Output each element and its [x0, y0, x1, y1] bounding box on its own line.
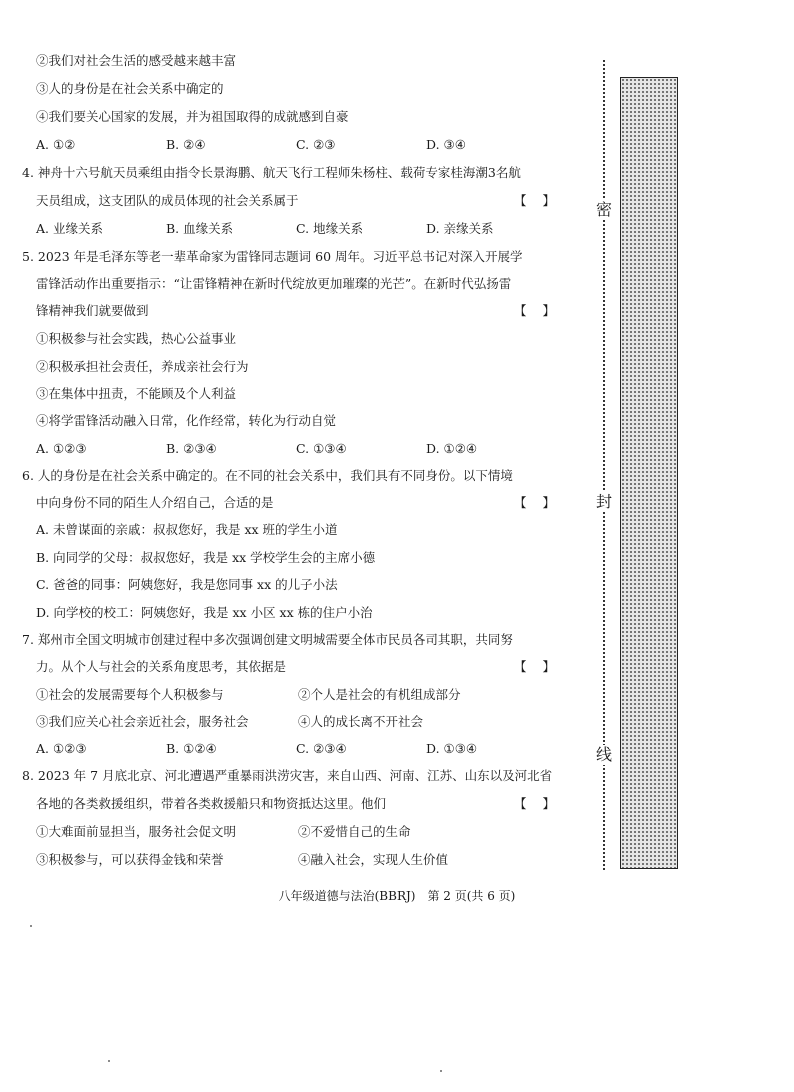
q4-option-d: D. 亲缘关系	[426, 221, 494, 236]
q4-stem-line-1: 4. 神舟十六号航天员乘组由指令长景海鹏、航天飞行工程师朱杨柱、载荷专家桂海潮3名航	[22, 165, 521, 180]
q3-item-3: ③人的身份是在社会关系中确定的	[36, 81, 224, 96]
scan-speck	[440, 1070, 442, 1072]
q7-answer-bracket: 【 】	[514, 659, 561, 674]
q6-stem-line-1: 6. 人的身份是在社会关系中确定的。在不同的社会关系中，我们具有不同身份。以下情境	[22, 468, 513, 483]
q5-stem-line-1: 5. 2023 年是毛泽东等老一辈革命家为雷锋同志题词 60 周年。习近平总书记对深入开展学	[22, 249, 523, 264]
q5-option-c: C. ①③④	[296, 441, 347, 456]
q8-item-4: ④融入社会，实现人生价值	[298, 852, 449, 867]
q3-item-2: ②我们对社会生活的感受越来越丰富	[36, 53, 237, 68]
q5-stem-line-2: 雷锋活动作出重要指示：“让雷锋精神在新时代绽放更加璀璨的光芒”。在新时代弘扬雷	[36, 276, 512, 291]
q4-answer-bracket: 【 】	[514, 193, 561, 208]
q6-stem-line-2: 中向身份不同的陌生人介绍自己，合适的是	[36, 495, 274, 510]
q5-item-2: ②积极承担社会责任，养成亲社会行为	[36, 359, 249, 374]
q5-answer-bracket: 【 】	[514, 303, 561, 318]
q6-option-c: C. 爸爸的同事：阿姨您好，我是您同事 xx 的儿子小法	[36, 577, 338, 592]
q7-option-c: C. ②③④	[296, 741, 347, 756]
q4-option-b: B. 血缘关系	[166, 221, 234, 236]
q5-option-b: B. ②③④	[166, 441, 217, 456]
q5-item-3: ③在集体中扭责，不能顾及个人利益	[36, 386, 237, 401]
binding-char-mi: 密	[592, 200, 616, 220]
q4-stem-line-2: 天员组成，这支团队的成员体现的社会关系属于	[36, 193, 299, 208]
q3-option-a: A. ①②	[36, 137, 76, 152]
q5-item-4: ④将学雷锋活动融入日常，化作经常，转化为行动自觉	[36, 413, 337, 428]
q4-option-c: C. 地缘关系	[296, 221, 364, 236]
q5-option-a: A. ①②③	[36, 441, 87, 456]
q8-item-3: ③积极参与，可以获得金钱和荣誉	[36, 852, 224, 867]
page-footer: 八年级道德与法治(BBRJ) 第 2 页(共 6 页)	[278, 889, 516, 903]
q8-item-2: ②不爱惜自己的生命	[298, 824, 411, 839]
q3-option-c: C. ②③	[296, 137, 336, 152]
q7-item-1: ①社会的发展需要每个人积极参与	[36, 687, 224, 702]
scan-speck	[108, 1060, 110, 1062]
q3-item-4: ④我们要关心国家的发展，并为祖国取得的成就感到自豪	[36, 109, 349, 124]
q6-option-d: D. 向学校的校工：阿姨您好，我是 xx 小区 xx 栋的住户小治	[36, 605, 373, 620]
q5-option-d: D. ①②④	[426, 441, 478, 456]
q7-stem-line-1: 7. 郑州市全国文明城市创建过程中多次强调创建文明城需要全体市民员各司其职，共同努	[22, 632, 513, 647]
shaded-margin-strip	[620, 77, 678, 869]
q7-stem-line-2: 力。从个人与社会的关系角度思考，其依据是	[36, 659, 287, 674]
q4-option-a: A. 业缘关系	[36, 221, 103, 236]
q6-option-b: B. 向同学的父母：叔叔您好，我是 xx 学校学生会的主席小德	[36, 550, 376, 565]
q8-item-1: ①大难面前显担当，服务社会促文明	[36, 824, 237, 839]
q6-option-a: A. 未曾谋面的亲戚：叔叔您好，我是 xx 班的学生小道	[36, 522, 338, 537]
q7-option-d: D. ①③④	[426, 741, 478, 756]
q7-item-3: ③我们应关心社会亲近社会，服务社会	[36, 714, 249, 729]
q8-stem-line-2: 各地的各类救援组织，带着各类救援船只和物资抵达这里。他们	[36, 796, 387, 811]
binding-char-xian: 线	[592, 745, 616, 765]
q7-option-b: B. ①②④	[166, 741, 217, 756]
binding-char-feng: 封	[592, 492, 616, 512]
q7-item-4: ④人的成长离不开社会	[298, 714, 424, 729]
scan-speck	[30, 925, 32, 927]
q7-option-a: A. ①②③	[36, 741, 87, 756]
q5-item-1: ①积极参与社会实践，热心公益事业	[36, 331, 237, 346]
q7-item-2: ②个人是社会的有机组成部分	[298, 687, 461, 702]
q5-stem-line-3: 锋精神我们就要做到	[36, 303, 149, 318]
q3-option-d: D. ③④	[426, 137, 466, 152]
q8-answer-bracket: 【 】	[514, 796, 561, 811]
q8-stem-line-1: 8. 2023 年 7 月底北京、河北遭遇严重暴雨洪涝灾害，来自山西、河南、江苏、山东以及河北省	[22, 768, 553, 783]
q3-option-b: B. ②④	[166, 137, 206, 152]
q6-answer-bracket: 【 】	[514, 495, 561, 510]
